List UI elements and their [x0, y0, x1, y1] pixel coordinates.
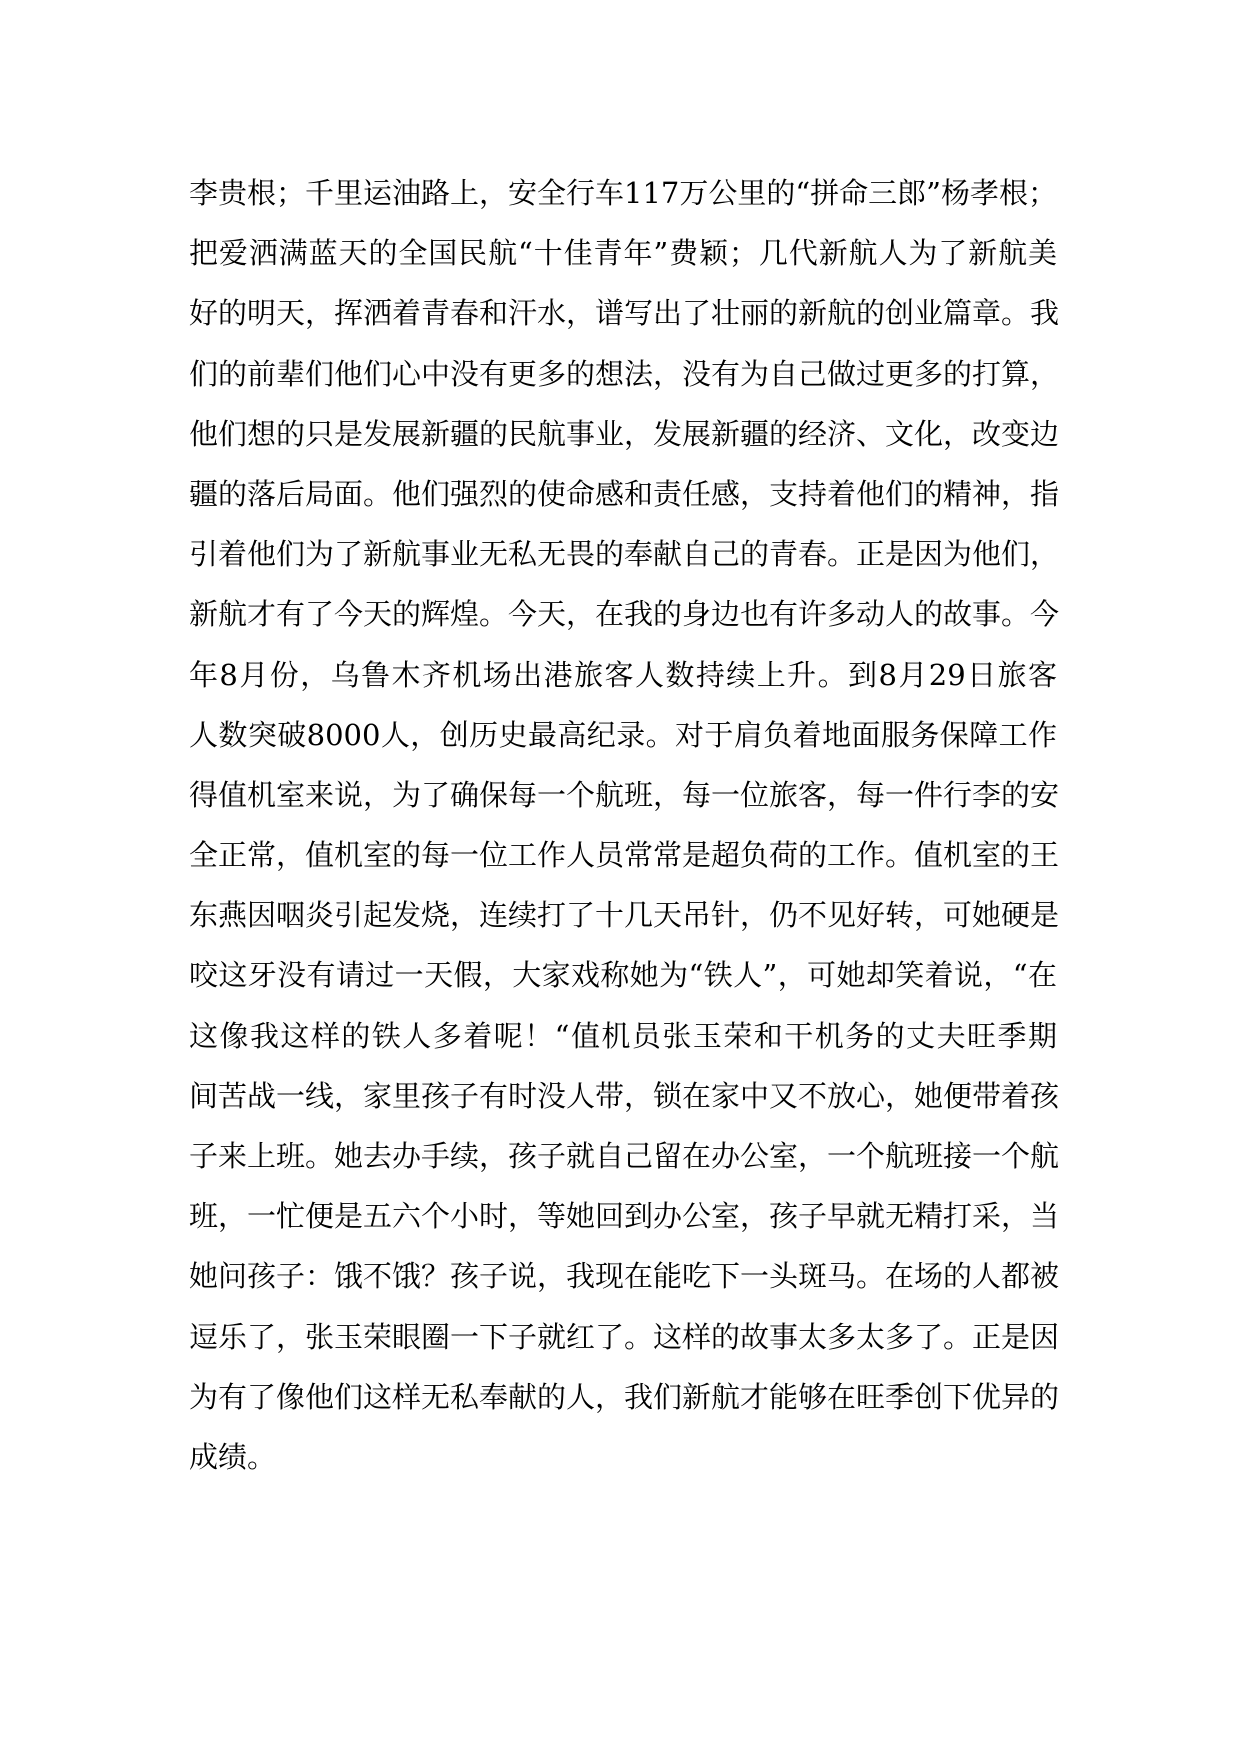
text-line: 他们想的只是发展新疆的民航事业，发展新疆的经济、文化，改变边 — [189, 416, 1060, 451]
text-line: 们的前辈们他们心中没有更多的想法，没有为自己做过更多的打算， — [189, 356, 1060, 391]
text-line: 疆的落后局面。他们强烈的使命感和责任感，支持着他们的精神，指 — [189, 476, 1060, 511]
text-line: 把爱洒满蓝天的全国民航“十佳青年”费颖；几代新航人为了新航美 — [189, 236, 1057, 271]
text-line: 年8月份，乌鲁木齐机场出港旅客人数持续上升。到8月29日旅客 — [189, 657, 1057, 692]
text-line: 李贵根；千里运油路上，安全行车117万公里的“拼命三郎”杨孝根； — [189, 176, 1058, 210]
text-line: 间苦战一线，家里孩子有时没人带，锁在家中又不放心，她便带着孩 — [189, 1078, 1060, 1113]
text-line: 全正常，值机室的每一位工作人员常常是超负荷的工作。值机室的王 — [189, 838, 1060, 873]
text-line: 引着他们为了新航事业无私无畏的奉献自己的青春。正是因为他们， — [189, 537, 1060, 572]
text-line: 得值机室来说，为了确保每一个航班，每一位旅客，每一件行李的安 — [189, 777, 1060, 812]
text-line: 这像我这样的铁人多着呢！“值机员张玉荣和干机务的丈夫旺季期 — [189, 1018, 1057, 1053]
text-line: 为有了像他们这样无私奉献的人，我们新航才能够在旺季创下优异的 — [189, 1379, 1060, 1414]
text-line: 子来上班。她去办手续，孩子就自己留在办公室，一个航班接一个航 — [189, 1139, 1060, 1173]
body-text — [189, 163, 1060, 1487]
text-line: 人数突破8000人，创历史最高纪录。对于肩负着地面服务保障工作 — [189, 717, 1057, 752]
text-line: 班，一忙便是五六个小时，等她回到办公室，孩子早就无精打采，当 — [189, 1199, 1060, 1234]
text-line: 东燕因咽炎引起发烧，连续打了十几天吊针，仍不见好转，可她硬是 — [189, 898, 1060, 933]
text-line: 她问孩子：饿不饿？孩子说，我现在能吃下一头斑马。在场的人都被 — [189, 1259, 1060, 1294]
text-line: 逗乐了，张玉荣眼圈一下子就红了。这样的故事太多太多了。正是因 — [189, 1319, 1060, 1354]
text-line: 咬这牙没有请过一天假，大家戏称她为“铁人”，可她却笑着说，“在 — [189, 958, 1057, 993]
text-line: 成绩。 — [189, 1439, 277, 1474]
text-line: 新航才有了今天的辉煌。今天，在我的身边也有许多动人的故事。今 — [189, 597, 1060, 632]
text-line: 好的明天，挥洒着青春和汗水，谱写出了壮丽的新航的创业篇章。我 — [189, 296, 1060, 331]
